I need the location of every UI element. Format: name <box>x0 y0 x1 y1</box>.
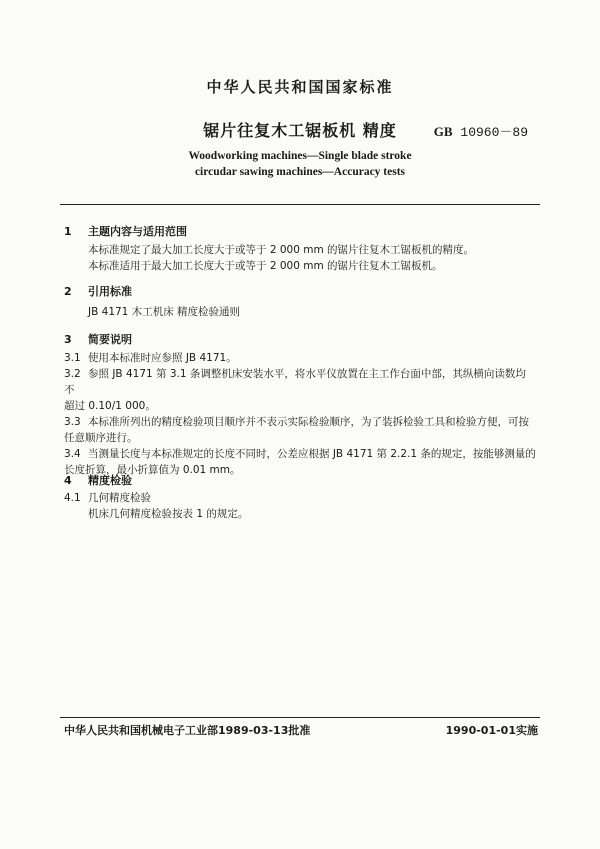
paragraph-line: 本标准规定了最大加工长度大于或等于 2 000 mm 的锯片往复木工锯板机的精度。 <box>88 244 475 256</box>
section-2-body <box>64 304 536 320</box>
section-4-heading <box>64 472 132 488</box>
clause-3-2 <box>64 366 536 398</box>
clause-number: 3.4 <box>64 448 81 460</box>
section-3-heading <box>64 331 132 347</box>
section-title: 主题内容与适用范围 <box>88 225 187 238</box>
clause-text: 当测量长度与本标准规定的长度不同时，公差应根据 JB 4171 第 2.2.1 条的规定，按能够测量的 <box>88 448 536 460</box>
clause-3-1 <box>64 350 536 366</box>
standard-number: 10960－89 <box>460 125 528 140</box>
section-2-heading <box>64 283 132 299</box>
section-1-body <box>64 242 536 274</box>
clause-3-3-cont: 任意顺序进行。 <box>64 432 138 444</box>
section-title: 精度检验 <box>88 474 132 487</box>
clause-number: 4.1 <box>64 492 81 504</box>
header-divider <box>60 204 540 205</box>
english-title-line-2: circudar sawing machines—Accuracy tests <box>194 166 406 178</box>
referenced-standard: JB 4171 木工机床 精度检验通则 <box>88 306 241 318</box>
gb-prefix: GB <box>433 124 453 139</box>
english-title-line-1: Woodworking machines—Single blade stroke <box>188 150 412 162</box>
clause-text: 几何精度检验 <box>88 492 151 504</box>
clause-text: 参照 JB 4171 第 3.1 条调整机床安装水平，将水平仪放置在主工作台面中部，其纵横向读数均不 <box>64 368 526 396</box>
clause-3-4-cont: 长度折算，最小折算值为 0.01 mm。 <box>64 464 241 476</box>
paragraph-line: 机床几何精度检验按表 1 的规定。 <box>88 508 249 520</box>
clause-3-3 <box>64 414 536 430</box>
clause-text: 使用本标准时应参照 JB 4171。 <box>88 352 237 364</box>
clause-3-2-cont: 超过 0.10/1 000。 <box>64 400 156 412</box>
section-1-heading <box>64 223 187 239</box>
section-number: 2 <box>64 285 72 298</box>
clause-text: 本标准所列出的精度检验项目顺序并不表示实际检验顺序，为了装拆检验工具和检验方便，可按 <box>88 416 529 428</box>
section-number: 3 <box>64 333 72 346</box>
clause-number: 3.2 <box>64 368 81 380</box>
approval-statement: 中华人民共和国机械电子工业部1989-03-13批准 <box>64 724 311 737</box>
section-number: 1 <box>64 225 72 238</box>
clause-number: 3.1 <box>64 352 81 364</box>
clause-3-4 <box>64 446 536 462</box>
section-title: 引用标准 <box>88 285 132 298</box>
subsection-4-1 <box>64 490 536 506</box>
section-3-body <box>64 350 536 478</box>
effective-date: 1990-01-01实施 <box>445 724 538 737</box>
org-title: 中华人民共和国国家标准 <box>206 78 394 96</box>
footer-divider <box>60 717 540 718</box>
paragraph-line: 本标准适用于最大加工长度大于或等于 2 000 mm 的锯片往复木工锯板机。 <box>88 260 443 272</box>
clause-number: 3.3 <box>64 416 81 428</box>
section-title: 简要说明 <box>88 333 132 346</box>
document-number <box>434 121 528 140</box>
section-number: 4 <box>64 474 72 487</box>
section-4-body <box>64 490 536 522</box>
document-title: 锯片往复木工锯板机 精度 <box>203 121 397 140</box>
